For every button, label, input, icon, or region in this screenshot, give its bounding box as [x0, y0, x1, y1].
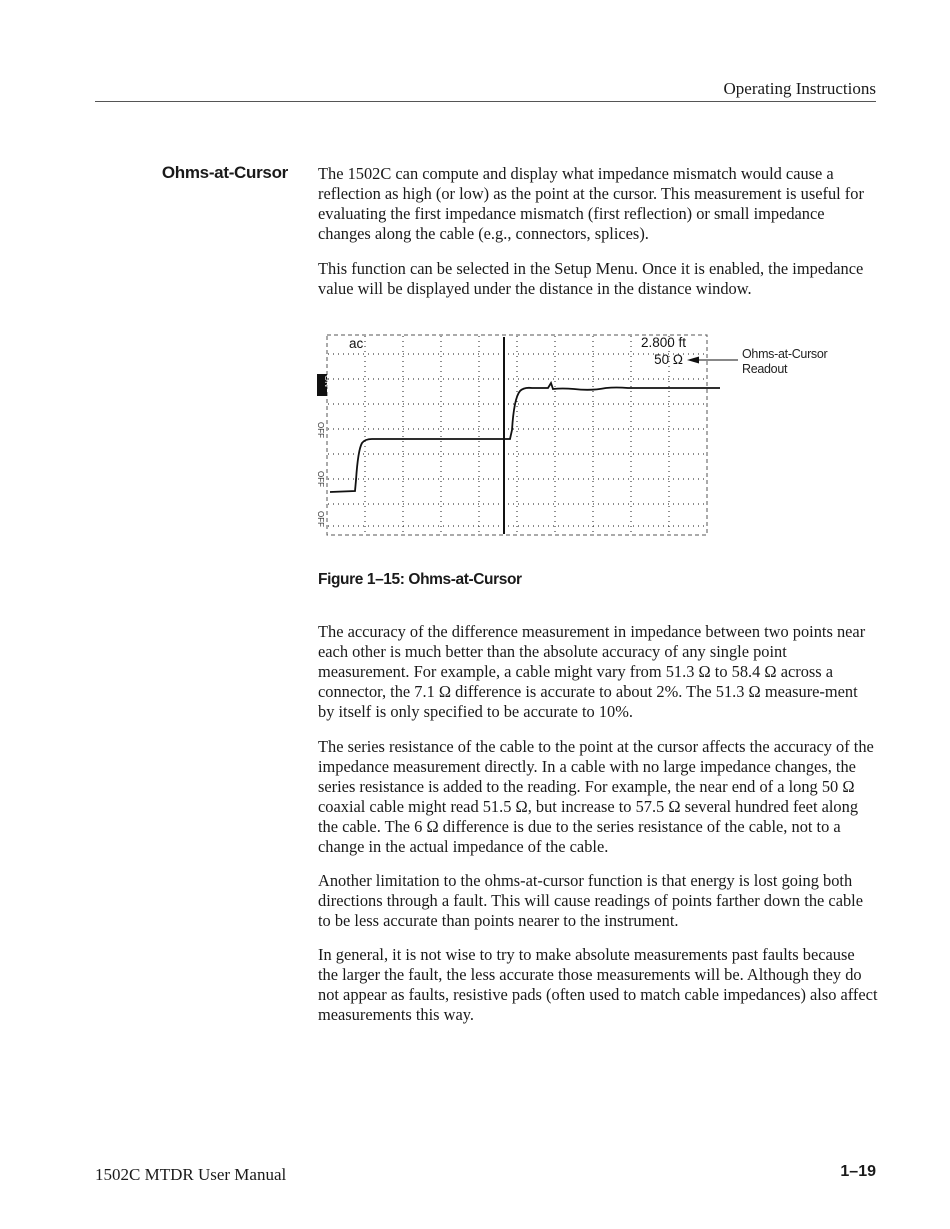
header-rule: [95, 101, 876, 102]
section-heading: Ohms-at-Cursor: [161, 163, 288, 182]
footer-manual-title: 1502C MTDR User Manual: [95, 1165, 287, 1184]
general-paragraph: In general, it is not wise to try to make absolute measurements past faults because the larger the fault, the less accurate those measurements will be. Although they do not appear as faults, resistive pads (often used to match cable impedances) also affect measurements this way.: [318, 945, 878, 1024]
limitation-paragraph: Another limitation to the ohms-at-cursor function is that energy is lost going both directions through a fault. This will cause readings of points farther down the cable to be less accurate than points nearer to the instrument.: [318, 871, 863, 930]
mode-label: ac: [349, 336, 364, 351]
intro-paragraph: The 1502C can compute and display what impedance mismatch would cause a reflection as high (or low) as the point at the cursor. This measurement is useful for evaluating the first impedance mismatch (first reflection) or small impedance changes along the cable (e.g., connectors, splices).: [318, 164, 864, 243]
callout-label-line1: Ohms-at-Cursor: [742, 347, 828, 361]
ohms-readout: 50 Ω: [654, 352, 683, 367]
tdr-waveform: [330, 383, 720, 492]
side-label-off-1: OFF: [316, 422, 325, 438]
screen-border: [327, 335, 707, 535]
callout-label-line2: Readout: [742, 362, 788, 376]
side-label-on: ON: [323, 375, 332, 387]
side-label-off-2: OFF: [316, 471, 325, 487]
mtdr-screen-illustration: [316, 330, 836, 542]
running-header: Operating Instructions: [723, 79, 876, 98]
setup-paragraph: This function can be selected in the Setup Menu. Once it is enabled, the impedance value will be displayed under the distance in the distance window.: [318, 259, 864, 298]
page-number: 1–19: [840, 1163, 876, 1180]
side-label-off-3: OFF: [316, 511, 325, 527]
screen-grid: [328, 336, 706, 534]
ohms-at-cursor-figure: [316, 330, 836, 542]
distance-readout: 2.800 ft: [640, 335, 686, 350]
accuracy-paragraph: The accuracy of the difference measurement in impedance between two points near each other is much better than the absolute accuracy of any single point measurement. For example, a cable might vary from 51.3 Ω to 58.4 Ω across a connector, the 7.1 Ω difference is accurate to about 2%. The 51.3 Ω measure-ment by itself is only specified to be accurate to 10%.: [318, 622, 866, 721]
series-resistance-paragraph: The series resistance of the cable to the point at the cursor affects the accuracy of the impedance measurement directly. In a cable with no large impedance changes, the series resistance is added to the reading. For example, the near end of a long 50 Ω coaxial cable might read 51.5 Ω, but increase to 57.5 Ω several hundred feet along the cable. The 6 Ω difference is due to the series resistance of the cable, not to a change in the actual impedance of the cable.: [318, 737, 874, 856]
figure-caption: Figure 1–15: Ohms-at-Cursor: [318, 571, 522, 588]
callout-arrowhead: [687, 357, 699, 364]
